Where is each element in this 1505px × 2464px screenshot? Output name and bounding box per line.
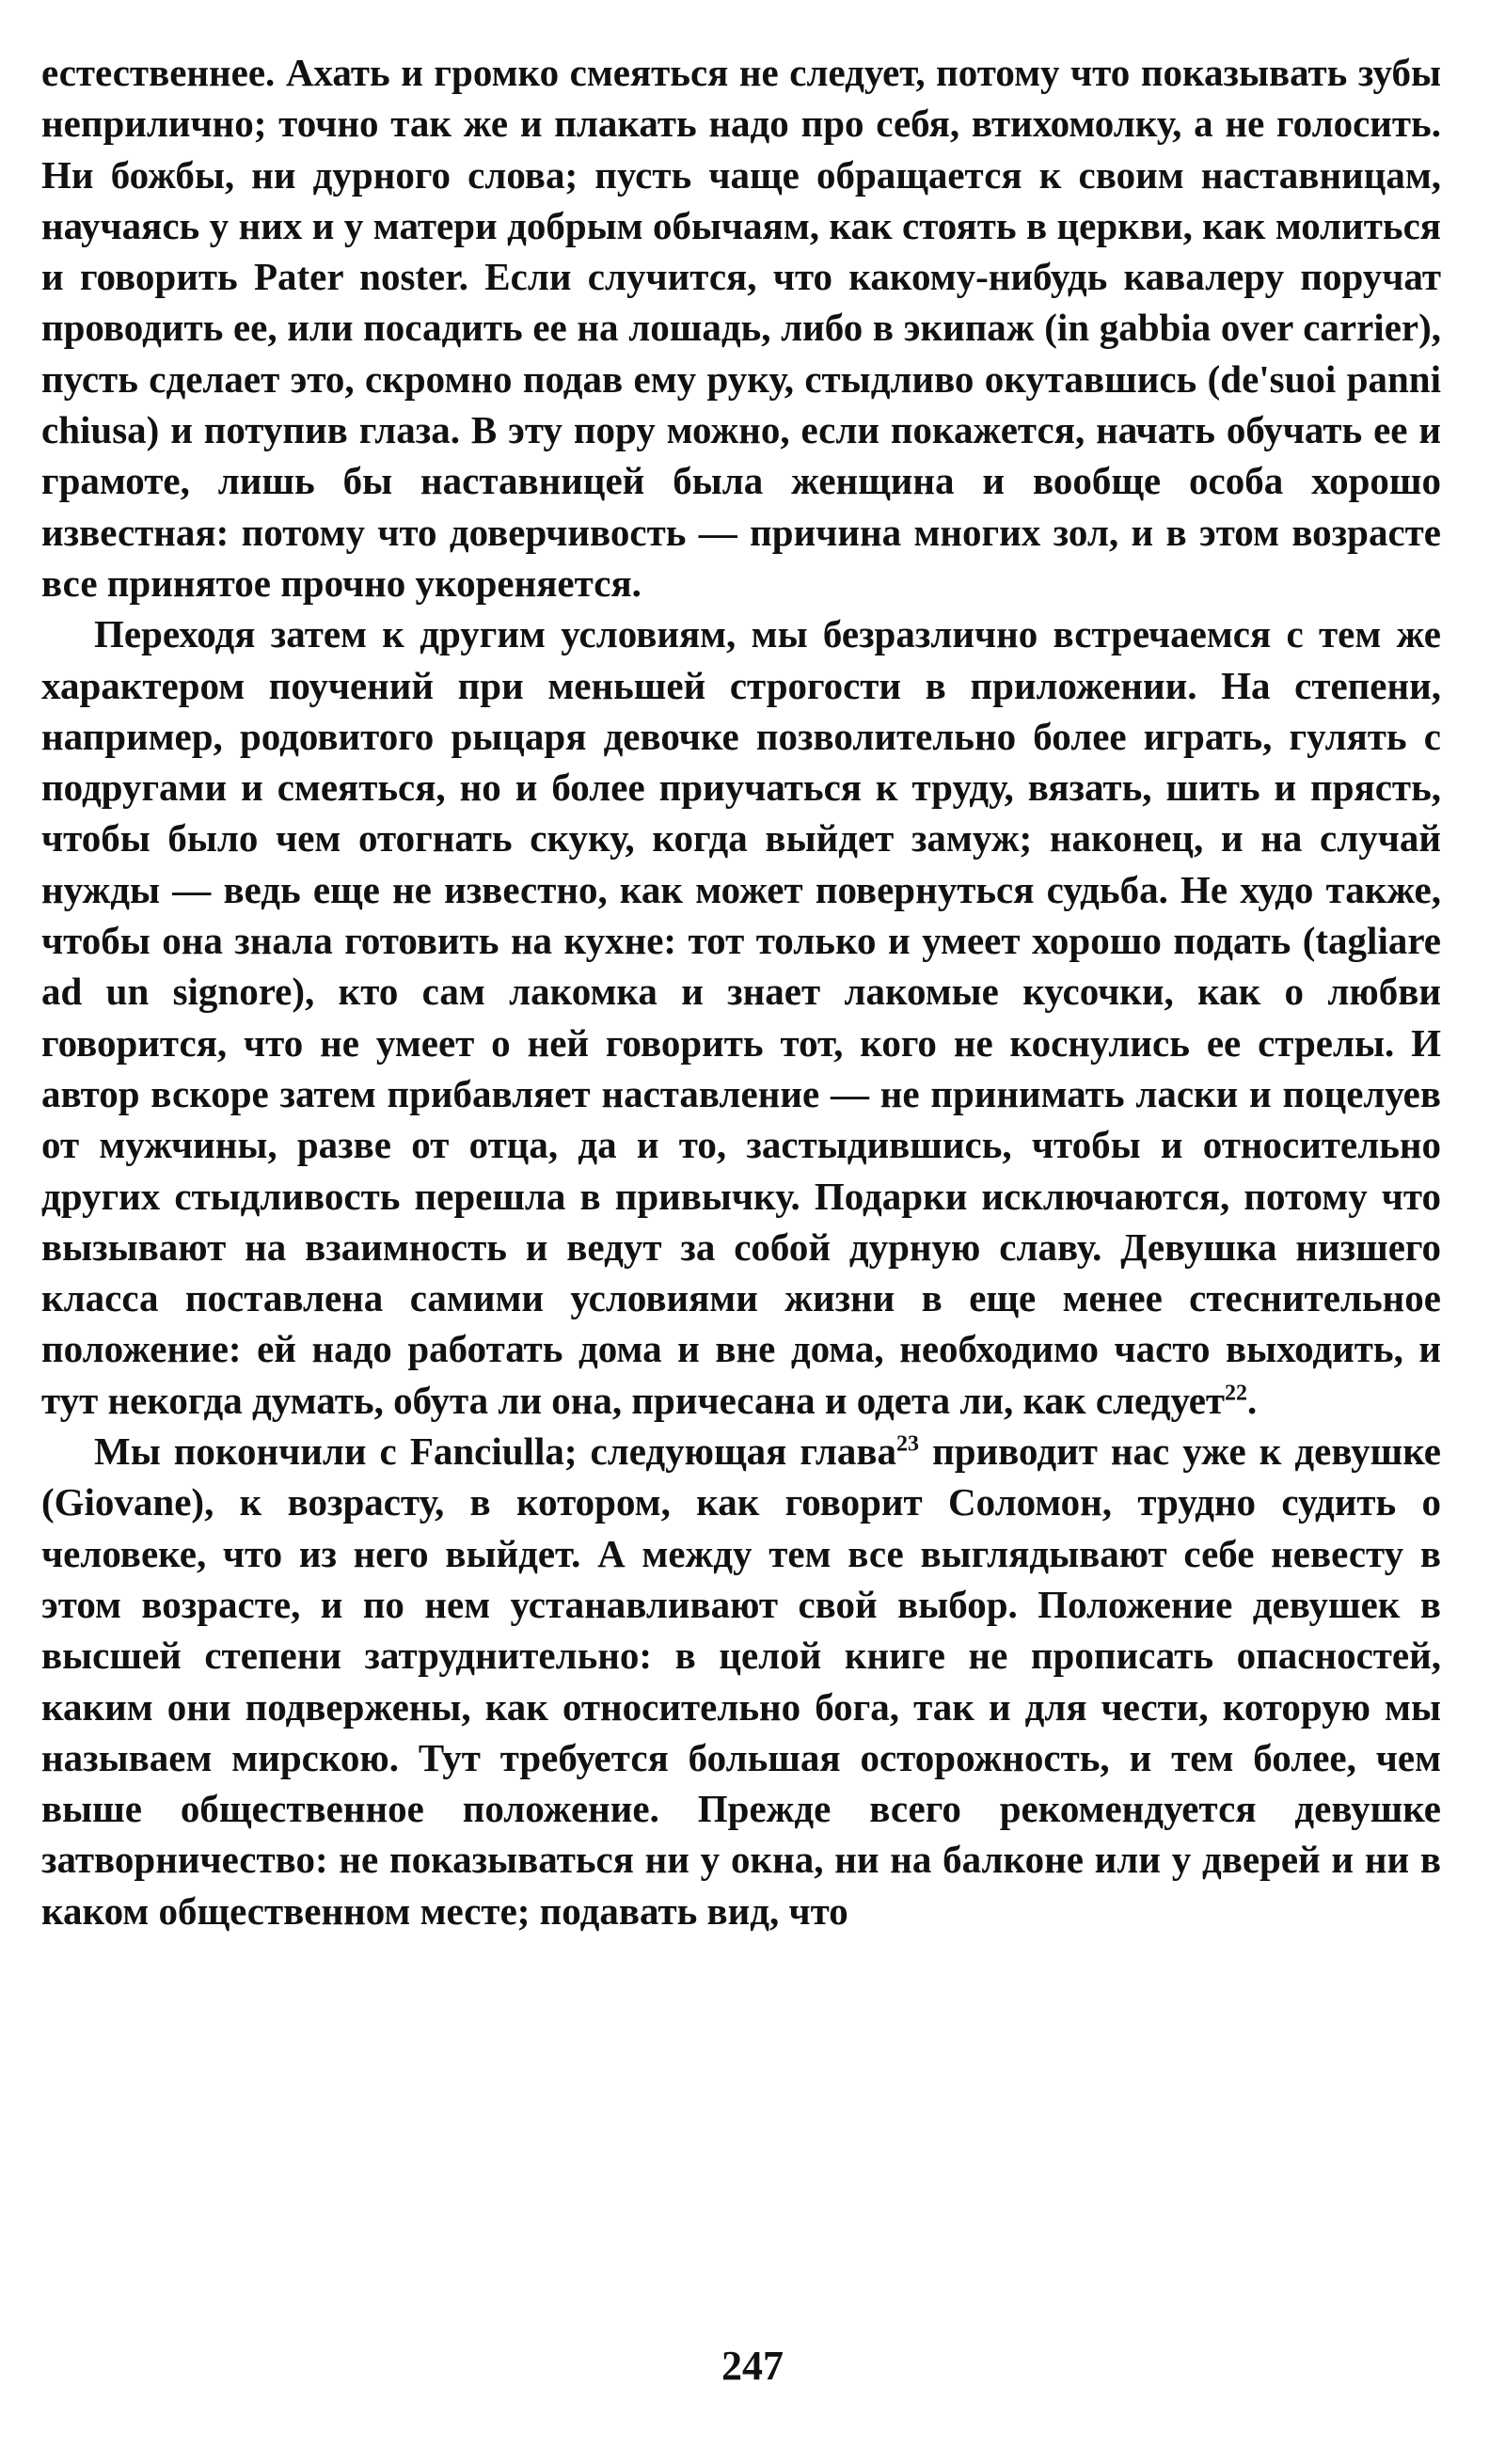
- paragraph-2: [41, 608, 1441, 1426]
- footnote-ref-23: 23: [896, 1431, 920, 1457]
- paragraph-1: [41, 47, 1441, 608]
- paragraph-2-text: Переходя затем к другим условиям, мы безразлично встречаемся с тем же характером поучений при меньшей строгости в приложении. На степени, например, родовитого рыцаря девочке позволительно более играть, гулять с подругами и смеяться, но и более приучаться к труду, вязать, шить и прясть, чтобы было чем отогнать скуку, когда выйдет замуж; наконец, и на случай нужды — ведь еще не известно, как может повернуться судьба. Не худо также, чтобы она знала готовить на кухне: тот только и умеет хорошо подать (tagliare ad un signore), кто сам лакомка и знает лакомые кусочки, как о любви говорится, что не умеет о ней говорить тот, кого не коснулись ее стрелы. И автор вскоре затем прибавляет наставление — не принимать ласки и поцелуев от мужчины, разве от отца, да и то, застыдившись, чтобы и относительно других стыдливость перешла в привычку. Подарки исключаются, потому что вызывают на взаимность и ведут за собой дурную славу. Девушка низшего класса поставлена самими условиями жизни в еще менее стеснительное положение: ей надо работать дома и вне дома, необходимо часто выходить, и тут некогда думать, обута ли она, причесана и одета ли, как следует: [41, 612, 1441, 1422]
- paragraph-3-lead: Мы покончили с Fanciulla; следующая глава: [94, 1429, 897, 1474]
- paragraph-1-text: естественнее. Ахать и громко смеяться не следует, потому что показывать зубы неприлично; точно так же и плакать надо про себя, втихомолку, а не голосить. Ни божбы, ни дурного слова; пусть чаще обращается к своим наставницам, научаясь у них и у матери добрым обычаям, как стоять в церкви, как молиться и говорить Pater noster. Если случится, что какому-нибудь кавалеру поручат проводить ее, или посадить ее на лошадь, либо в экипаж (in gabbia over carrier), пусть сделает это, скромно подав ему руку, стыдливо окутавшись (de'suoi panni chiusa) и потупив глаза. В эту пору можно, если покажется, начать обучать ее и грамоте, лишь бы наставницей была женщина и вообще особа хорошо известная: потому что доверчивость — причина многих зол, и в этом возрасте все принятое прочно укореняется.: [41, 51, 1441, 605]
- paragraph-3-text: приводит нас уже к девушке (Giovane), к возрасту, в котором, как говорит Соломон, трудно судить о человеке, что из него выйдет. А между тем все выглядывают себе невесту в этом возрасте, и по нем устанавливают свой выбор. Положение девушек в высшей степени затруднительно: в целой книге не прописать опасностей, каким они подвержены, как относительно бога, так и для чести, которую мы называем мирскою. Тут требуется большая осторожность, и тем более, чем выше общественное положение. Прежде всего рекомендуется девушке затворничество: не показываться ни у окна, ни на балконе или у дверей и ни в каком общественном месте; подавать вид, что: [41, 1429, 1441, 1933]
- paragraph-2-tail: .: [1247, 1378, 1258, 1422]
- paragraph-3: [41, 1426, 1441, 1936]
- page-number: 247: [721, 2343, 784, 2389]
- page-body: [41, 47, 1441, 1936]
- footnote-ref-22: 22: [1225, 1381, 1248, 1406]
